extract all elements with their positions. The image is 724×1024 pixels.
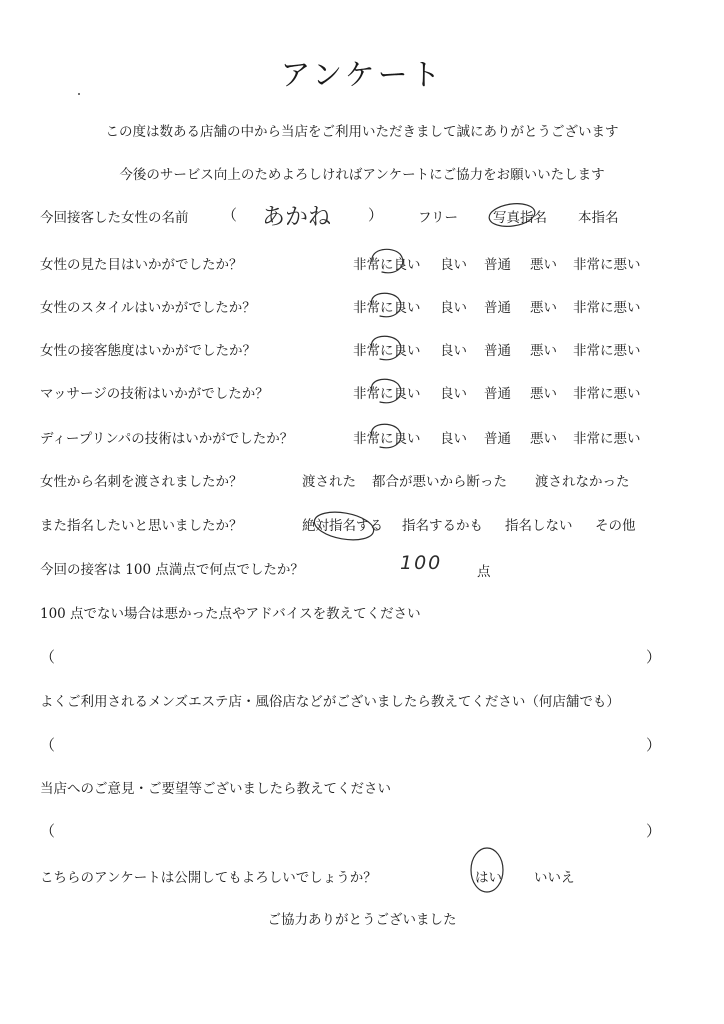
massage-option-very-good[interactable]: 非常に良い: [353, 386, 421, 402]
repeat-question-label: また指名したいと思いましたか？: [40, 518, 243, 534]
repeat-option-definitely[interactable]: 絶対指名する: [302, 518, 383, 534]
attitude-option-very-bad[interactable]: 非常に悪い: [573, 343, 641, 359]
massage-option-bad[interactable]: 悪い: [530, 386, 557, 402]
other-shops-question-label: よくご利用されるメンズエステ店・風俗店などがございましたら教えてください（何店舗でも）: [40, 694, 620, 710]
style-option-very-good[interactable]: 非常に良い: [353, 300, 421, 316]
lymph-option-good[interactable]: 良い: [440, 431, 467, 447]
page-title: アンケート: [280, 58, 444, 93]
advice-question-label: 100 点でない場合は悪かった点やアドバイスを教えてください: [40, 606, 421, 622]
selection-circle-attitude: [372, 336, 401, 360]
repeat-option-no[interactable]: 指名しない: [505, 518, 573, 534]
appearance-option-bad[interactable]: 悪い: [530, 257, 557, 273]
appearance-option-very-good[interactable]: 非常に良い: [353, 257, 421, 273]
opinion-open-paren: （: [40, 822, 56, 840]
appearance-option-average[interactable]: 普通: [484, 257, 511, 273]
selection-circle-appearance: [372, 249, 403, 272]
intro-line-2: 今後のサービス向上のためよろしければアンケートにご協力をお願いいたします: [119, 167, 605, 183]
name-question-label: 今回接客した女性の名前: [40, 210, 189, 226]
appearance-option-very-bad[interactable]: 非常に悪い: [573, 257, 641, 273]
style-option-average[interactable]: 普通: [484, 300, 511, 316]
score-question-label: 今回の接客は 100 点満点で何点でしたか？: [40, 562, 304, 578]
intro-line-1: この度は数ある店舗の中から当店をご利用いただきまして誠にありがとうございます: [105, 124, 619, 140]
selection-circle-repeat: [312, 508, 376, 544]
lymph-option-bad[interactable]: 悪い: [530, 431, 557, 447]
attitude-question-label: 女性の接客態度はいかがでしたか？: [40, 343, 256, 359]
score-unit: 点: [477, 564, 491, 580]
lymph-question-label: ディープリンパの技術はいかがでしたか？: [40, 431, 294, 447]
appearance-question-label: 女性の見た目はいかがでしたか？: [40, 257, 243, 273]
card-option-received[interactable]: 渡された: [302, 474, 356, 490]
repeat-option-other[interactable]: その他: [595, 518, 636, 534]
opinion-close-paren: ）: [646, 822, 662, 840]
attitude-option-very-good[interactable]: 非常に良い: [353, 343, 421, 359]
style-question-label: 女性のスタイルはいかがでしたか？: [40, 300, 256, 316]
selection-circle-massage: [372, 379, 401, 403]
opinion-question-label: 当店へのご意見・ご要望等ございましたら教えてください: [40, 781, 391, 797]
name-option-free[interactable]: フリー: [418, 210, 458, 226]
name-open-paren: （: [222, 206, 238, 224]
name-close-paren: ）: [368, 206, 384, 224]
style-option-bad[interactable]: 悪い: [530, 300, 557, 316]
attitude-option-good[interactable]: 良い: [440, 343, 467, 359]
selection-circle-lymph: [372, 424, 401, 448]
attitude-option-average[interactable]: 普通: [484, 343, 511, 359]
name-answer[interactable]: あかね: [262, 204, 331, 230]
closing-message: ご協力ありがとうございました: [267, 912, 457, 928]
card-option-declined[interactable]: 都合が悪いから断った: [372, 474, 507, 490]
massage-option-average[interactable]: 普通: [484, 386, 511, 402]
other-shops-open-paren: （: [40, 736, 56, 754]
other-shops-close-paren: ）: [646, 736, 662, 754]
massage-option-very-bad[interactable]: 非常に悪い: [573, 386, 641, 402]
advice-close-paren: ）: [646, 648, 662, 666]
publish-option-no[interactable]: いいえ: [534, 870, 575, 886]
style-option-very-bad[interactable]: 非常に悪い: [573, 300, 641, 316]
style-option-good[interactable]: 良い: [440, 300, 467, 316]
lymph-option-very-bad[interactable]: 非常に悪い: [573, 431, 641, 447]
massage-option-good[interactable]: 良い: [440, 386, 467, 402]
appearance-option-good[interactable]: 良い: [440, 257, 467, 273]
name-option-photo[interactable]: 写真指名: [493, 210, 547, 226]
selection-circle-photo: [488, 201, 537, 229]
lymph-option-average[interactable]: 普通: [484, 431, 511, 447]
selection-circle-style: [372, 293, 401, 317]
publish-option-yes[interactable]: はい: [475, 870, 502, 886]
lymph-option-very-good[interactable]: 非常に良い: [353, 431, 421, 447]
score-answer[interactable]: 100: [400, 552, 443, 574]
attitude-option-bad[interactable]: 悪い: [530, 343, 557, 359]
publish-question-label: こちらのアンケートは公開してもよろしいでしょうか？: [40, 870, 377, 886]
massage-question-label: マッサージの技術はいかがでしたか？: [40, 386, 269, 402]
card-option-not-received[interactable]: 渡されなかった: [535, 474, 630, 490]
name-option-regular[interactable]: 本指名: [578, 210, 619, 226]
advice-open-paren: （: [40, 648, 56, 666]
card-question-label: 女性から名刺を渡されましたか？: [40, 474, 243, 490]
selection-circle-publish: [471, 848, 503, 892]
repeat-option-maybe[interactable]: 指名するかも: [402, 518, 483, 534]
